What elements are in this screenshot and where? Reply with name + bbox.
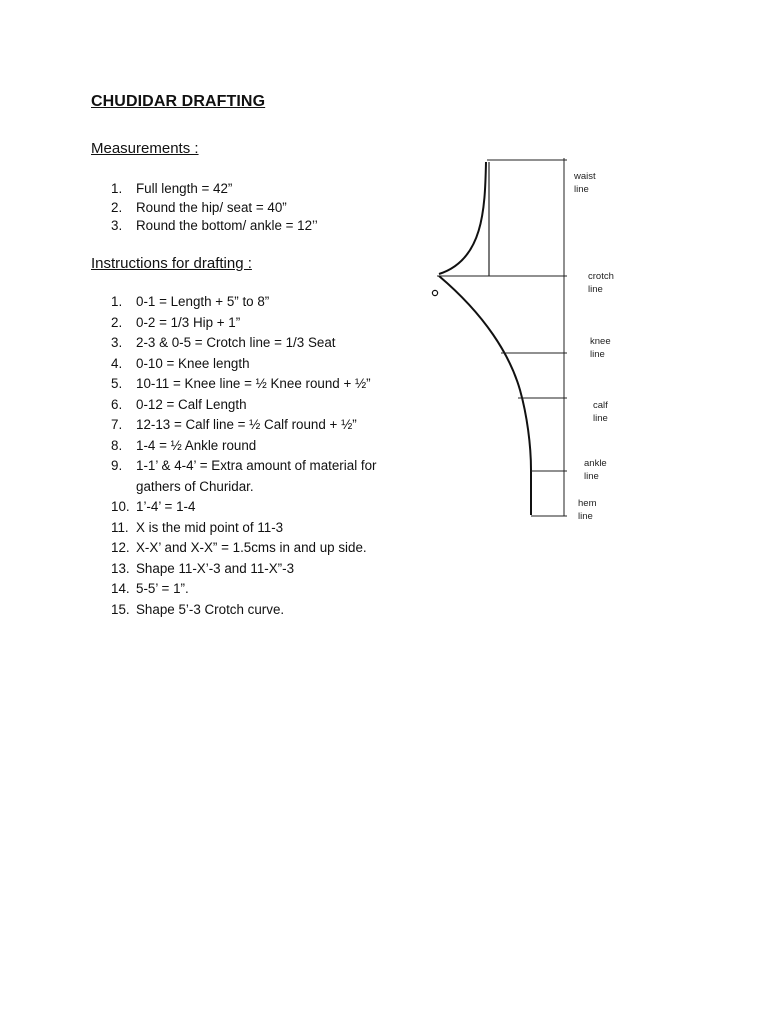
list-item [111,559,377,580]
list-item-continuation [111,477,377,498]
item-text: 0-10 = Knee length [136,355,250,371]
leg-outer-curve [439,276,531,515]
point-marker [432,290,437,295]
item-number: 12. [111,540,130,555]
list-item [111,217,318,236]
item-text: 0-1 = Length + 5” to 8” [136,294,270,309]
item-number: 4. [111,355,123,371]
pattern-drawing [425,150,645,530]
item-text: 12-13 = Calf line = ½ Calf round + ½” [136,417,357,432]
label-word: line [574,184,589,195]
item-number: 1. [111,181,123,196]
item-text: 0-2 = 1/3 Hip + 1” [136,314,241,330]
list-item [111,292,377,313]
item-number: 5. [111,376,123,391]
item-text: Round the bottom/ ankle = 12’’ [136,218,318,233]
instructions-list [111,292,377,620]
item-text: Shape 5’-3 Crotch curve. [136,601,285,617]
item-text: 0-12 = Calf Length [136,396,247,412]
item-text: Round the hip/ seat = 40” [136,199,287,215]
crotch-label [588,270,614,296]
item-text: Full length = 42” [136,181,233,196]
list-item [111,395,377,416]
label-word: hem [578,498,597,509]
label-word: line [590,349,605,360]
list-item [111,436,377,457]
list-item [111,180,318,199]
item-number: 13. [111,560,130,576]
list-item [111,374,377,395]
label-word: crotch [588,271,614,282]
item-text: 5-5’ = 1”. [136,581,189,596]
item-text: 1-1’ & 4-4’ = Extra amount of material for [136,458,377,473]
item-number: 3. [111,335,123,350]
list-item [111,354,377,375]
list-item [111,456,377,477]
label-word: line [588,284,603,295]
item-text: Shape 11-X’-3 and 11-X”-3 [136,560,295,576]
item-text: 2-3 & 0-5 = Crotch line = 1/3 Seat [136,335,336,350]
calf-label [593,399,608,425]
label-word: line [593,413,608,424]
document-title: CHUDIDAR DRAFTING [91,93,266,110]
list-item [111,333,377,354]
item-number: 2. [111,314,123,330]
list-item [111,600,377,621]
item-number: 6. [111,396,123,412]
list-item [111,518,377,539]
item-number: 2. [111,199,123,215]
label-word: line [584,471,599,482]
item-number: 11. [111,519,129,535]
hem-label [578,497,596,523]
list-item [111,199,318,218]
label-word: calf [593,400,608,411]
item-number: 9. [111,458,123,473]
item-text: 1’-4’ = 1-4 [136,499,196,514]
item-text: X-X’ and X-X” = 1.5cms in and up side. [136,540,367,555]
list-item [111,497,377,518]
list-item [111,313,377,334]
item-number: 1. [111,294,123,309]
waist-label [574,170,596,196]
item-text: 10-11 = Knee line = ½ Knee round + ½” [136,376,371,391]
label-word: ankle [584,458,607,469]
label-word: knee [590,336,611,347]
item-text: gathers of Churidar. [136,478,254,494]
crotch-curve [439,162,486,274]
item-number: 10. [111,499,130,514]
item-number: 7. [111,417,123,432]
measurements-heading: Measurements : [91,140,199,157]
item-text: 1-4 = ½ Ankle round [136,437,257,453]
list-item [111,579,377,600]
item-number: 15. [111,601,130,617]
item-text: X is the mid point of 11-3 [136,519,284,535]
ankle-label [584,457,607,483]
knee-label [590,335,611,361]
measurements-list [111,180,318,236]
item-number: 14. [111,581,130,596]
list-item [111,538,377,559]
item-number: 8. [111,437,123,453]
churidar-pattern-diagram [425,150,645,530]
item-number: 3. [111,218,123,233]
label-word: waist [574,171,596,182]
instructions-heading: Instructions for drafting : [91,255,252,272]
label-word: line [578,511,593,522]
list-item [111,415,377,436]
